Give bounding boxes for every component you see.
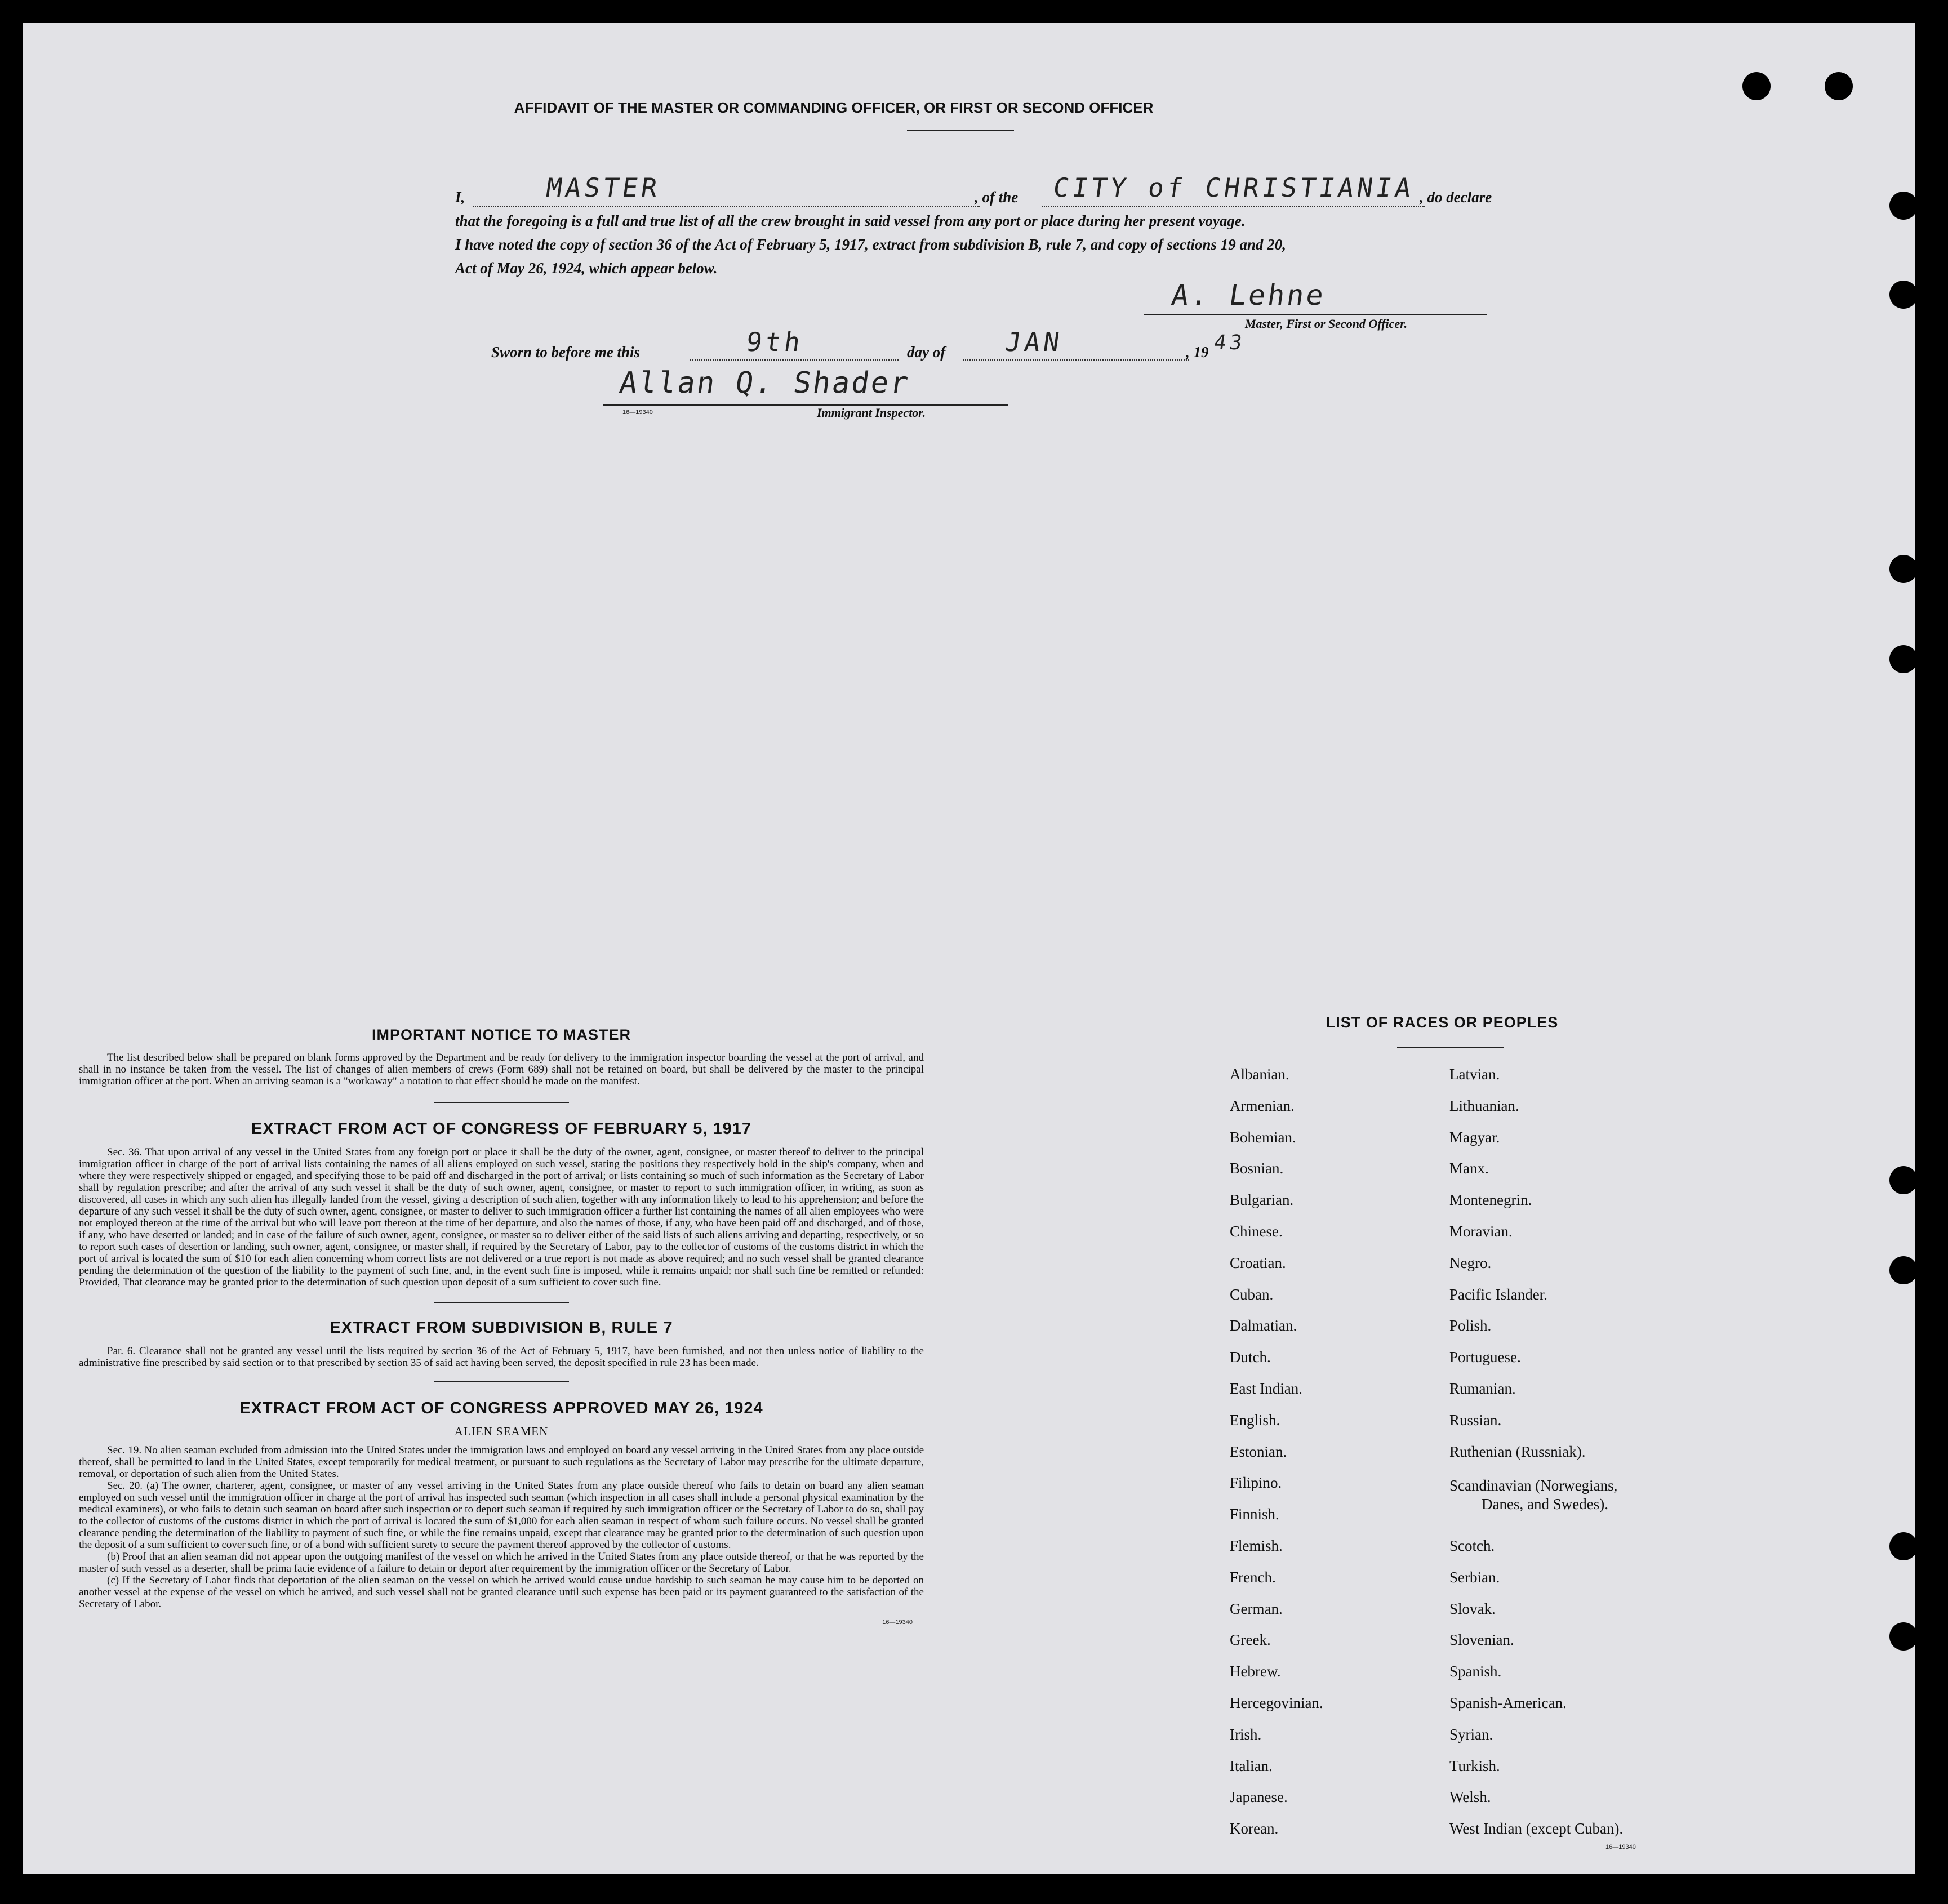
race-item: Welsh. — [1449, 1789, 1491, 1806]
declaration-line-3: I have noted the copy of section 36 of the Act of February 5, 1917, extract from subdivision B, rule 7, and copy of sections 19 and 20, — [455, 236, 1286, 253]
race-item: Japanese. — [1230, 1789, 1288, 1806]
punch-hole — [1889, 645, 1918, 673]
race-item: French. — [1230, 1568, 1276, 1586]
punch-hole — [1889, 1532, 1918, 1560]
race-item: Turkish. — [1449, 1757, 1500, 1774]
name-line — [473, 206, 980, 207]
title-rule — [907, 130, 1014, 131]
day-of-label: day of — [907, 344, 946, 361]
declaration-line-4: Act of May 26, 1924, which appear below. — [455, 260, 718, 277]
punch-hole — [1889, 192, 1918, 220]
race-item: Danes, and Swedes). — [1482, 1496, 1608, 1513]
race-item: Slovenian. — [1449, 1631, 1514, 1649]
section-rule — [434, 1381, 569, 1382]
extract-form-number: 16—19340 — [882, 1619, 913, 1626]
punch-hole — [1889, 1256, 1918, 1284]
month-line — [963, 359, 1189, 361]
inspector-label: Immigrant Inspector. — [817, 406, 926, 420]
race-item: Hercegovinian. — [1230, 1694, 1323, 1711]
race-item: Magyar. — [1449, 1128, 1500, 1146]
race-item: Estonian. — [1230, 1443, 1287, 1460]
race-item: Spanish-American. — [1449, 1694, 1567, 1711]
race-item: Bohemian. — [1230, 1128, 1296, 1146]
section-rule — [434, 1302, 569, 1303]
affidavit-title: AFFIDAVIT OF THE MASTER OR COMMANDING OFFICER, OR FIRST OR SECOND OFFICER — [514, 99, 1154, 116]
race-item: East Indian. — [1230, 1380, 1302, 1397]
punch-hole — [1889, 1622, 1918, 1651]
races-form-number: 16—19340 — [1605, 1844, 1636, 1850]
race-item: Ruthenian (Russniak). — [1449, 1443, 1586, 1460]
race-item: Cuban. — [1230, 1285, 1274, 1303]
race-item: Syrian. — [1449, 1725, 1493, 1743]
race-item: English. — [1230, 1411, 1280, 1429]
extract-rule7-heading: EXTRACT FROM SUBDIVISION B, RULE 7 — [330, 1319, 673, 1337]
race-item: Finnish. — [1230, 1506, 1279, 1523]
document-page — [23, 23, 1915, 1874]
extract-rule7-text: Par. 6. Clearance shall not be granted any vessel until the lists required by section 36 of the Act of February 5, 1917, have been furnished, and not then unless notice of liability to the administrative fine prescribed by said section or to that prescribed by section 35 of said act having been served, the deposit specified in rule 23 has been made. — [79, 1345, 924, 1369]
race-item: Greek. — [1230, 1631, 1271, 1649]
master-name-handwritten: MASTER — [544, 172, 662, 203]
race-item: Hebrew. — [1230, 1663, 1281, 1680]
race-item: Moravian. — [1449, 1223, 1513, 1240]
races-rule — [1397, 1047, 1504, 1048]
race-item: Slovak. — [1449, 1600, 1496, 1617]
extract-1917-text: Sec. 36. That upon arrival of any vessel in the United States from any foreign port or place it shall be the duty of the owner, agent, consignee, or master thereof to deliver to the principal immigration officer in charge of the port of arrival lists containing the names of all aliens employed on such vessel, stating the positions they respectively hold in the ship's company, when and where they were respectively shipped or engaged, and specifying those to be paid off and discharged in the port of arrival; or lists containing so much of such information as the Secretary of Labor shall by regulation prescribe; and after the arrival of any such vessel it shall be the duty of such owner, agent, consignee, or master to report to such immigration officer, in writing, as soon as discovered, all cases in which any such alien has illegally landed from the vessel, giving a description of such alien, together with any information likely to lead to his apprehension; and before the departure of any such vessel it shall be the duty of such owner, agent, consignee, or master to deliver to such immigration officer a further list containing the names of all alien employees who were not employed thereon at the time of the arrival but who will leave port thereon at the time of her departure, and also the names of those, if any, who have been paid off and discharged, and of those, if any, who have deserted or landed; and in case of the failure of such owner, agent, consignee, or master so to deliver either of the said lists of such aliens arriving and departing, respectively, or so to report such cases of desertion or landing, such owner, agent, consignee, or master shall, if required by the Secretary of Labor, pay to the collector of customs of the customs district in which the port of arrival is located the sum of $10 for each alien concerning whom correct lists are not delivered or a true report is not made as above required; and no such vessel shall be granted clearance pending the determination of the question of the liability to the payment of such fine, and, in the event such fine is imposed, while it remains unpaid; nor shall such fine be remitted or refunded: Provided, That clearance may be granted prior to the determination of such question upon deposit of a sum sufficient to cover such fine. — [79, 1146, 924, 1288]
race-item: Chinese. — [1230, 1223, 1283, 1240]
section-rule — [434, 1102, 569, 1103]
race-item: Latvian. — [1449, 1066, 1500, 1083]
race-item: Rumanian. — [1449, 1380, 1516, 1397]
races-heading: LIST OF RACES OR PEOPLES — [1326, 1014, 1559, 1031]
race-item: Polish. — [1449, 1317, 1492, 1334]
race-item: Portuguese. — [1449, 1349, 1521, 1366]
master-signature-line — [1144, 314, 1487, 315]
race-item: Filipino. — [1230, 1474, 1282, 1492]
sec19-text: Sec. 19. No alien seaman excluded from admission into the United States under the immigration laws and employed on board any vessel arriving in the United States from any place outside thereof, shall be permitted to land in the United States, except temporarily for medical treatment, or pursuant to such regulations as the Secretary of Labor may prescribe for the ultimate departure, removal, or deportation of such alien from the United States. — [79, 1444, 924, 1480]
inspector-signature: Allan Q. Shader — [617, 366, 912, 400]
race-item: Dutch. — [1230, 1349, 1271, 1366]
notice-heading: IMPORTANT NOTICE TO MASTER — [372, 1026, 631, 1043]
race-item: Bosnian. — [1230, 1160, 1284, 1177]
day-handwritten: 9th — [744, 327, 806, 357]
race-item: Armenian. — [1230, 1097, 1295, 1114]
punch-hole — [1889, 555, 1918, 583]
punch-hole — [1825, 72, 1853, 100]
do-declare-label: , do declare — [1420, 189, 1492, 206]
race-item: Scandinavian (Norwegians, — [1449, 1477, 1618, 1494]
race-item: Russian. — [1449, 1411, 1502, 1429]
sec20c-text: (c) If the Secretary of Labor finds that deportation of the alien seaman on the vessel on which he arrived would cause undue hardship to such seaman he may cause him to be deported on another vessel at the expense of the vessel on which he arrived, and such vessel shall not be granted clearance until such expense has been paid or its payment guaranteed to the satisfaction of the Secretary of Labor. — [79, 1574, 924, 1610]
vessel-line — [1042, 206, 1425, 207]
race-item: Montenegrin. — [1449, 1191, 1532, 1209]
inspector-signature-line — [603, 404, 1008, 406]
race-item: Negro. — [1449, 1254, 1492, 1271]
alien-seamen-subheading: ALIEN SEAMEN — [454, 1425, 549, 1438]
i-label: I, — [455, 189, 465, 206]
year-handwritten: 43 — [1212, 331, 1247, 354]
punch-hole — [1742, 72, 1771, 100]
sec20a-text: Sec. 20. (a) The owner, charterer, agent, consignee, or master of any vessel arriving in the United States from any place outside thereof who fails to detain on board any alien seaman employed on such vessel until the immigration officer in charge at the port of arrival has inspected such seaman (which inspection in all cases shall include a personal physical examination by the medical examiners), or who fails to detain such seaman on board after such inspection or to deport such seaman if required by such immigration officer or the Secretary of Labor to do so, shall pay to the collector of customs of the customs district in which the port of arrival is located the sum of $1,000 for each alien seaman in respect of whom such failure occurs. No vessel shall be granted clearance pending the determination of the liability to payment of such fine, or while the fine remains unpaid, except that clearance may be granted prior to the determination of such question upon the deposit of a sum sufficient to cover such fine, or of a bond with sufficient surety to secure the payment thereof approved by the collector of customs. — [79, 1480, 924, 1551]
year-prefix: , 19 — [1186, 344, 1209, 361]
sworn-label: Sworn to before me this — [491, 344, 641, 361]
race-item: Scotch. — [1449, 1537, 1495, 1554]
race-item: Pacific Islander. — [1449, 1285, 1547, 1303]
day-line — [690, 359, 899, 361]
race-item: Flemish. — [1230, 1537, 1283, 1554]
race-item: Dalmatian. — [1230, 1317, 1297, 1334]
race-item: German. — [1230, 1600, 1283, 1617]
race-item: Irish. — [1230, 1725, 1262, 1743]
master-label: Master, First or Second Officer. — [1245, 317, 1408, 331]
master-signature: A. Lehne — [1169, 279, 1328, 312]
race-item: Korean. — [1230, 1820, 1279, 1838]
race-item: Lithuanian. — [1449, 1097, 1519, 1114]
affidavit-form-number: 16—19340 — [622, 409, 653, 416]
of-the-label: , of the — [975, 189, 1019, 206]
vessel-name-handwritten: CITY of CHRISTIANIA — [1051, 172, 1416, 203]
notices-column — [79, 1026, 924, 1626]
declaration-line-2: that the foregoing is a full and true list of all the crew brought in said vessel from any port or place during her present voyage. — [455, 212, 1246, 229]
race-item: Croatian. — [1230, 1254, 1286, 1271]
race-item: Manx. — [1449, 1160, 1489, 1177]
race-item: West Indian (except Cuban). — [1449, 1820, 1624, 1838]
race-item: Serbian. — [1449, 1568, 1500, 1586]
punch-hole — [1889, 1166, 1918, 1194]
sec20b-text: (b) Proof that an alien seaman did not appear upon the outgoing manifest of the vessel on which he arrived in the United States from any place outside thereof, or that he was reported by the master of such vessel as a deserter, shall be prima facie evidence of a failure to detain or deport after requirement by the immigration officer or the Secretary of Labor. — [79, 1551, 924, 1574]
extract-1917-heading: EXTRACT FROM ACT OF CONGRESS OF FEBRUARY 5, 1917 — [251, 1120, 752, 1138]
punch-hole — [1889, 281, 1918, 309]
race-item: Albanian. — [1230, 1066, 1289, 1083]
race-item: Bulgarian. — [1230, 1191, 1294, 1209]
race-item: Italian. — [1230, 1757, 1273, 1774]
race-item: Spanish. — [1449, 1663, 1502, 1680]
notice-text: The list described below shall be prepared on blank forms approved by the Department and be ready for delivery to the immigration inspector boarding the vessel at the port of arrival, and shall in no instance be taken from the vessel. The list of changes of alien members of crews (Form 689) shall not be retained on board, but shall be delivered by the master to the principal immigration officer at the port. When an arriving seaman is a "workaway" a notation to that effect should be made on the manifest. — [79, 1052, 924, 1087]
extract-1924-heading: EXTRACT FROM ACT OF CONGRESS APPROVED MAY 26, 1924 — [239, 1399, 763, 1417]
month-handwritten: JAN — [1003, 327, 1065, 357]
